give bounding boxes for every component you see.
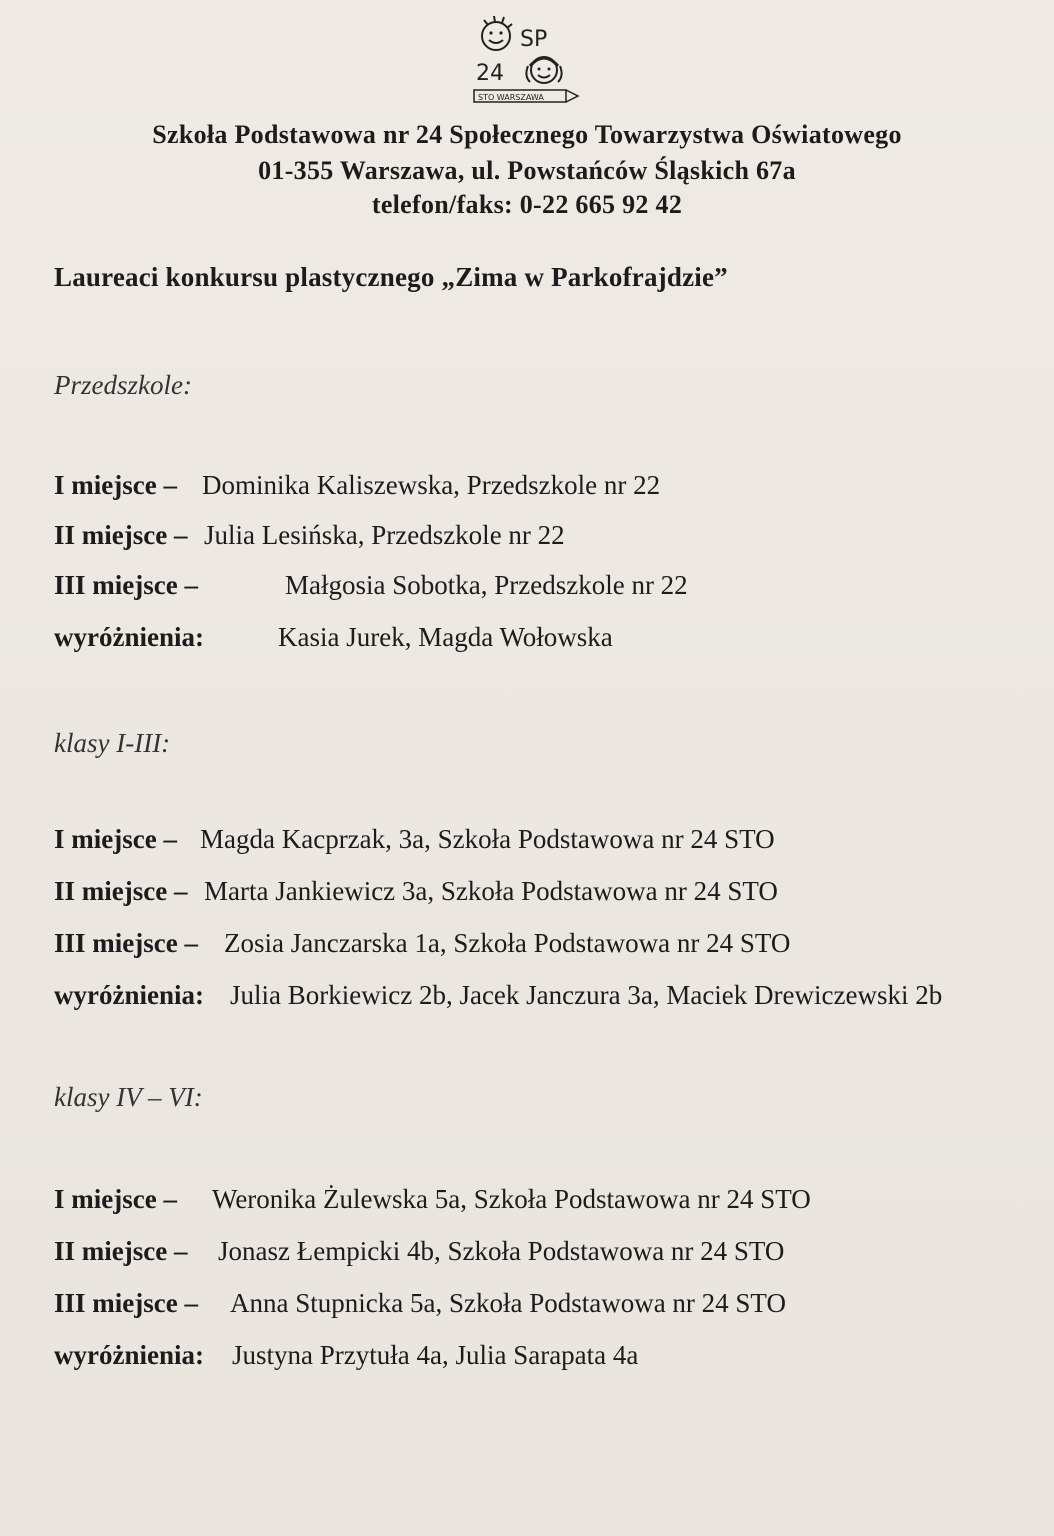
school-phone: telefon/faks: 0-22 665 92 42: [371, 190, 683, 219]
result-place: III miejsce –: [54, 570, 198, 600]
result-row: [54, 1236, 785, 1267]
result-winner: Jonasz Łempicki 4b, Szkoła Podstawowa nr 24 STO: [218, 1236, 785, 1266]
result-row: [54, 980, 943, 1011]
document-title: Laureaci konkursu plastycznego „Zima w Parkofrajdzie”: [54, 262, 728, 292]
logo-banner-text: STO WARSZAWA: [478, 93, 544, 102]
result-place: I miejsce –: [54, 1184, 177, 1214]
result-place: II miejsce –: [54, 520, 188, 550]
school-name: Szkoła Podstawowa nr 24 Społecznego Towarzystwa Oświatowego: [152, 120, 902, 149]
section-label-przedszkole: Przedszkole:: [54, 370, 192, 400]
result-winner: Weronika Żulewska 5a, Szkoła Podstawowa nr 24 STO: [212, 1184, 811, 1214]
result-place: wyróżnienia:: [54, 1340, 204, 1370]
result-winner: Kasia Jurek, Magda Wołowska: [278, 622, 613, 652]
section-label-klasy-4-6: klasy IV – VI:: [54, 1082, 203, 1112]
result-winner: Julia Borkiewicz 2b, Jacek Janczura 3a, Maciek Drewiczewski 2b: [230, 980, 943, 1010]
result-winner: Marta Jankiewicz 3a, Szkoła Podstawowa nr 24 STO: [204, 876, 778, 906]
result-winner: Dominika Kaliszewska, Przedszkole nr 22: [202, 470, 661, 500]
logo-text-sp: SP: [520, 27, 548, 52]
result-row: [54, 470, 661, 501]
result-row: [54, 1184, 811, 1215]
result-winner: Zosia Janczarska 1a, Szkoła Podstawowa nr 24 STO: [224, 928, 791, 958]
result-row: [54, 1288, 786, 1319]
section-label-klasy-1-3: klasy I-III:: [54, 728, 171, 758]
school-address: 01-355 Warszawa, ul. Powstańców Śląskich 67a: [258, 156, 796, 185]
result-row: [54, 928, 791, 959]
result-row: [54, 824, 775, 855]
result-place: I miejsce –: [54, 470, 177, 500]
school-logo-icon: [470, 6, 582, 106]
result-winner: Julia Lesińska, Przedszkole nr 22: [204, 520, 565, 550]
logo-text-24: 24: [476, 61, 504, 86]
result-place: wyróżnienia:: [54, 980, 204, 1010]
result-place: III miejsce –: [54, 1288, 198, 1318]
result-row: [54, 622, 613, 653]
result-place: II miejsce –: [54, 876, 188, 906]
result-place: I miejsce –: [54, 824, 177, 854]
result-place: wyróżnienia:: [54, 622, 204, 652]
result-winner: Małgosia Sobotka, Przedszkole nr 22: [285, 570, 688, 600]
result-winner: Anna Stupnicka 5a, Szkoła Podstawowa nr 24 STO: [230, 1288, 786, 1318]
result-row: [54, 876, 778, 907]
result-row: [54, 520, 565, 551]
result-place: III miejsce –: [54, 928, 198, 958]
result-row: [54, 1340, 639, 1371]
result-winner: Justyna Przytuła 4a, Julia Sarapata 4a: [232, 1340, 639, 1370]
result-place: II miejsce –: [54, 1236, 188, 1266]
result-winner: Magda Kacprzak, 3a, Szkoła Podstawowa nr 24 STO: [200, 824, 775, 854]
result-row: [54, 570, 688, 601]
